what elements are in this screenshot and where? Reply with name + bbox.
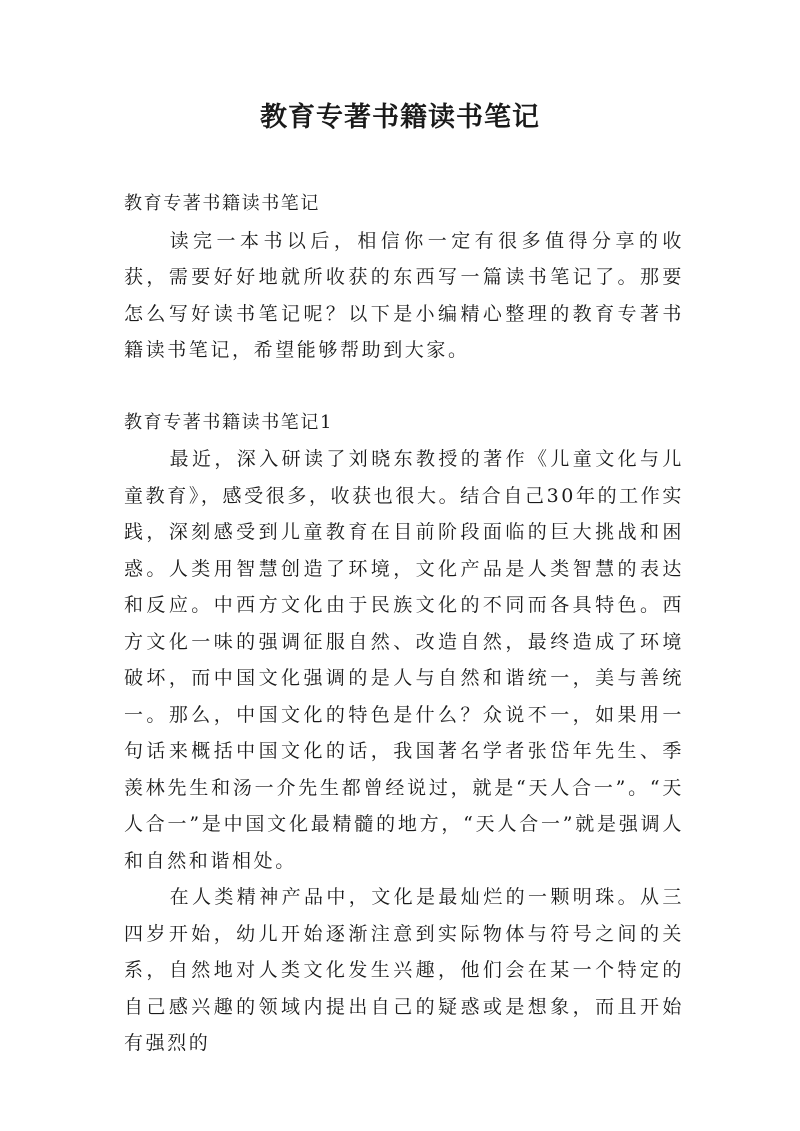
section1-paragraph-2: 在人类精神产品中，文化是最灿烂的一颗明珠。从三四岁开始，幼儿开始逐渐注意到实际物体与符号之间的关系，自然地对人类文化发生兴趣，他们会在某一个特定的自己感兴趣的领域内提出自己的疑惑或是想象，而且开始有强烈的 <box>124 886 684 1054</box>
document-title: 教育专著书籍读书笔记 <box>260 102 540 133</box>
section1-heading: 教育专著书籍读书笔记1 <box>124 411 334 433</box>
section1-paragraph-1: 最近，深入研读了刘晓东教授的著作《儿童文化与儿童教育》，感受很多，收获也很大。结合自己30年的工作实践，深刻感受到儿童教育在目前阶段面临的巨大挑战和困惑。人类用智慧创造了环境，文化产品是人类智慧的表达和反应。中西方文化由于民族文化的不同而各具特色。西方文化一味的强调征服自然、改造自然，最终造成了环境破坏，而中国文化强调的是人与自然和谐统一，美与善统一。那么，中国文化的特色是什么？众说不一，如果用一句话来概括中国文化的话，我国著名学者张岱年先生、季羡林先生和汤一介先生都曾经说过，就是“天人合一”。“天人合一”是中国文化最精髓的地方，“天人合一”就是强调人和自然和谐相处。 <box>124 448 684 872</box>
document-body <box>124 186 684 1062</box>
intro-paragraph: 读完一本书以后，相信你一定有很多值得分享的收获，需要好好地就所收获的东西写一篇读书笔记了。那要怎么写好读书笔记呢？以下是小编精心整理的教育专著书籍读书笔记，希望能够帮助到大家。 <box>124 229 684 361</box>
intro-heading: 教育专著书籍读书笔记 <box>124 193 320 214</box>
section-spacer <box>124 369 684 405</box>
